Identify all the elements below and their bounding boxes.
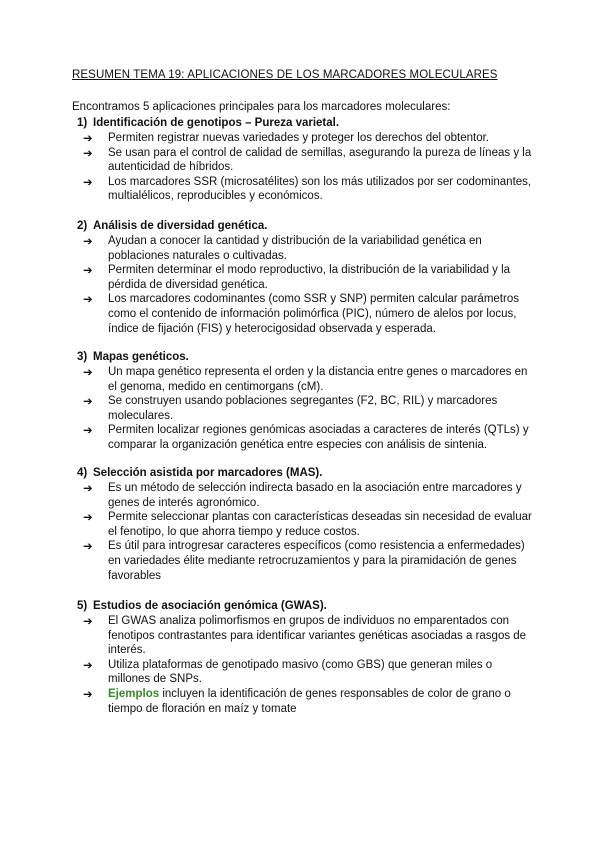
arrow-icon: ➔ — [83, 263, 93, 278]
section-title: Análisis de diversidad genética. — [93, 220, 268, 232]
list-item — [72, 481, 532, 510]
bullet-text: Se construyen usando poblaciones segregantes (F2, BC, RIL) y marcadores moleculares. — [108, 395, 498, 422]
bullet-list — [72, 481, 532, 583]
list-item — [72, 234, 532, 263]
arrow-icon: ➔ — [83, 365, 93, 379]
bullet-text: incluyen la identificación de genes responsables de color de grano o tiempo de floración en maíz y tomate — [108, 687, 511, 715]
arrow-icon: ➔ — [83, 131, 93, 145]
arrow-icon: ➔ — [83, 394, 93, 409]
bullet-text: Es un método de selección indirecta basado en la asociación entre marcadores y genes de interés agronómico. — [108, 482, 522, 509]
section-3 — [72, 350, 532, 453]
arrow-icon: ➔ — [83, 614, 93, 628]
bullet-text: Permite seleccionar plantas con características deseadas sin necesidad de evaluar el fenotipo, lo que ahorra tiempo y reduce costos. — [108, 511, 532, 538]
arrow-icon: ➔ — [83, 423, 93, 438]
section-heading — [72, 116, 532, 131]
arrow-icon: ➔ — [83, 234, 93, 248]
list-item — [72, 614, 532, 658]
bullet-text: Permiten determinar el modo reproductivo, la distribución de la variabilidad y la pérdida de diversidad genética. — [108, 264, 511, 291]
bullet-text: Utiliza plataformas de genotipado masivo (como GBS) que generan miles o millones de SNPs. — [108, 658, 493, 686]
bullet-text: El GWAS analiza polimorfismos en grupos de individuos no emparentados con fenotipos contrastantes para identificar variantes genéticas asociadas a rasgos de interés. — [108, 615, 527, 657]
bullet-text: Los marcadores SSR (microsatélites) son los más utilizados por ser codominantes, multialélicos, reproducibles y económicos. — [108, 175, 532, 203]
bullet-text: Ayudan a conocer la cantidad y distribución de la variabilidad genética en poblaciones naturales o cultivadas. — [108, 235, 482, 262]
section-heading — [72, 599, 532, 614]
list-item — [72, 423, 532, 452]
arrow-icon: ➔ — [83, 145, 93, 160]
list-item — [72, 394, 532, 423]
section-title: Identificación de genotipos – Pureza varietal. — [93, 117, 340, 129]
list-item — [72, 687, 532, 716]
examples-highlight: Ejemplos — [108, 687, 160, 700]
list-item — [72, 146, 532, 175]
section-1 — [72, 116, 532, 204]
list-item — [72, 658, 532, 687]
list-item — [72, 263, 532, 292]
bullet-list — [72, 614, 532, 716]
bullet-text: Los marcadores codominantes (como SSR y SNP) permiten calcular parámetros como el contenido de información polimórfica (PIC), número de alelos por locus, índice de fijación (FIS) y heterocigosidad observada y esperada. — [108, 293, 519, 335]
list-item — [72, 539, 532, 583]
bullet-text: Es útil para introgresar caracteres específicos (como resistencia a enfermedades) en variedades élite mediante retrocruzamientos y para la piramidación de genes favorables — [108, 540, 525, 582]
list-item — [72, 292, 532, 336]
list-item — [72, 131, 532, 146]
section-number: 1) — [77, 117, 88, 129]
bullet-text: Permiten registrar nuevas variedades y proteger los derechos del obtentor. — [108, 132, 489, 144]
section-heading — [72, 219, 532, 234]
arrow-icon: ➔ — [83, 510, 93, 525]
list-item — [72, 365, 532, 394]
arrow-icon: ➔ — [83, 657, 93, 672]
section-title: Mapas genéticos. — [93, 351, 189, 363]
list-item — [72, 175, 532, 204]
bullet-text: Permiten localizar regiones genómicas asociadas a caracteres de interés (QTLs) y comparar la organización genética entre especies con análisis de sintenia. — [108, 424, 529, 451]
bullet-list — [72, 131, 532, 204]
bullet-list — [72, 234, 532, 336]
section-number: 5) — [77, 600, 88, 612]
list-item — [72, 510, 532, 539]
section-number: 3) — [77, 351, 88, 363]
bullet-text: Un mapa genético representa el orden y la distancia entre genes o marcadores en el genoma, medido en centimorgans (cM). — [108, 366, 528, 393]
bullet-text: Se usan para el control de calidad de semillas, asegurando la pureza de líneas y la autenticidad de híbridos. — [108, 146, 532, 174]
intro-text: Encontramos 5 aplicaciones principales para los marcadores moleculares: — [72, 101, 451, 113]
section-2 — [72, 219, 532, 336]
section-heading — [72, 350, 532, 365]
arrow-icon: ➔ — [83, 539, 93, 554]
section-title: Selección asistida por marcadores (MAS). — [93, 467, 323, 479]
section-5 — [72, 599, 532, 716]
section-number: 2) — [77, 220, 88, 232]
bullet-list — [72, 365, 532, 453]
section-4 — [72, 466, 532, 583]
section-heading — [72, 466, 532, 481]
arrow-icon: ➔ — [83, 292, 93, 307]
document-title: RESUMEN TEMA 19: APLICACIONES DE LOS MARCADORES MOLECULARES — [72, 69, 498, 81]
arrow-icon: ➔ — [83, 174, 93, 189]
arrow-icon: ➔ — [83, 686, 93, 701]
section-title: Estudios de asociación genómica (GWAS). — [93, 600, 327, 612]
section-number: 4) — [77, 467, 88, 479]
arrow-icon: ➔ — [83, 481, 93, 495]
